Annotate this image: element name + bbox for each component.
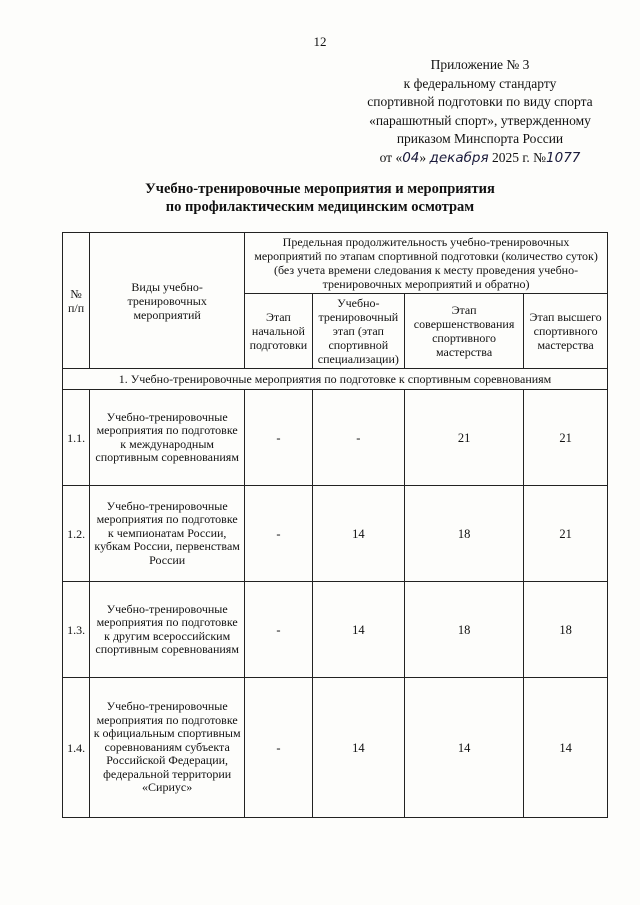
row-value-stage-3: 18 (404, 486, 523, 582)
header-stage-4: Этап высшего спортивного мастерства (524, 294, 608, 369)
appendix-line-5: приказом Минспорта России (396, 131, 564, 146)
date-day: 04 (402, 149, 420, 166)
header-num: № п/п (63, 233, 90, 369)
title-line-2: по профилактическим медицинским осмотрам (165, 199, 475, 215)
row-value-stage-3: 18 (404, 582, 523, 678)
table-row (63, 486, 608, 582)
row-value-stage-1: - (245, 486, 313, 582)
date-prefix: от « (379, 149, 403, 165)
row-name: Учебно-тренировочные мероприятия по подготовке к чемпионатам России, кубкам России, первенствам России (90, 486, 245, 582)
row-value-stage-4: 21 (524, 486, 608, 582)
header-name: Виды учебно-тренировочных мероприятий (90, 233, 245, 369)
row-value-stage-1: - (245, 390, 313, 486)
row-value-stage-2: 14 (312, 486, 404, 582)
section-heading-1: 1. Учебно-тренировочные мероприятия по подготовке к спортивным соревнованиям (63, 369, 608, 390)
row-value-stage-1: - (245, 582, 313, 678)
date-year: 2025 г. № (492, 149, 547, 165)
row-value-stage-2: 14 (312, 678, 404, 818)
title-line-1: Учебно-тренировочные мероприятия и мероприятия (145, 181, 495, 197)
row-num: 1.1. (63, 390, 90, 486)
date-month: декабря (429, 149, 489, 166)
row-value-stage-4: 21 (524, 390, 608, 486)
row-value-stage-2: - (312, 390, 404, 486)
appendix-date-line (340, 149, 620, 168)
row-name: Учебно-тренировочные мероприятия по подготовке к другим всероссийским спортивным соревнованиям (90, 582, 245, 678)
order-number: 1077 (546, 149, 581, 166)
page-number: 12 (313, 34, 327, 49)
header-stage-3: Этап совершенствования спортивного мастерства (404, 294, 523, 369)
row-num: 1.3. (63, 582, 90, 678)
appendix-title: Приложение № 3 (430, 57, 530, 72)
row-value-stage-4: 14 (524, 678, 608, 818)
row-value-stage-1: - (245, 678, 313, 818)
header-stage-1: Этап начальной подготовки (245, 294, 313, 369)
appendix-line-2: к федеральному стандарту (403, 75, 557, 91)
document-title (0, 180, 640, 216)
appendix-line-3: спортивной подготовки по виду спорта (367, 94, 593, 109)
date-mid: » (419, 149, 427, 165)
row-value-stage-2: 14 (312, 582, 404, 678)
events-table (62, 232, 608, 818)
header-duration: Предельная продолжительность учебно-тренировочных мероприятий по этапам спортивной подготовки (количество суток) (без учета времени следования к месту проведения учебно-тренировочных мероприятий и обратно) (245, 233, 608, 294)
row-value-stage-3: 21 (404, 390, 523, 486)
row-name: Учебно-тренировочные мероприятия по подготовке к официальным спортивным соревнованиям субъекта Российской Федерации, федеральной территории «Сириус» (90, 678, 245, 818)
row-num: 1.2. (63, 486, 90, 582)
header-stage-2: Учебно-тренировочный этап (этап спортивной специализации) (312, 294, 404, 369)
table-row (63, 390, 608, 486)
appendix-line-4: «парашютный спорт», утвержденному (369, 112, 591, 128)
row-value-stage-4: 18 (524, 582, 608, 678)
row-name: Учебно-тренировочные мероприятия по подготовке к международным спортивным соревнованиям (90, 390, 245, 486)
table-row (63, 582, 608, 678)
row-num: 1.4. (63, 678, 90, 818)
row-value-stage-3: 14 (404, 678, 523, 818)
table-row (63, 678, 608, 818)
appendix-block (340, 56, 620, 167)
